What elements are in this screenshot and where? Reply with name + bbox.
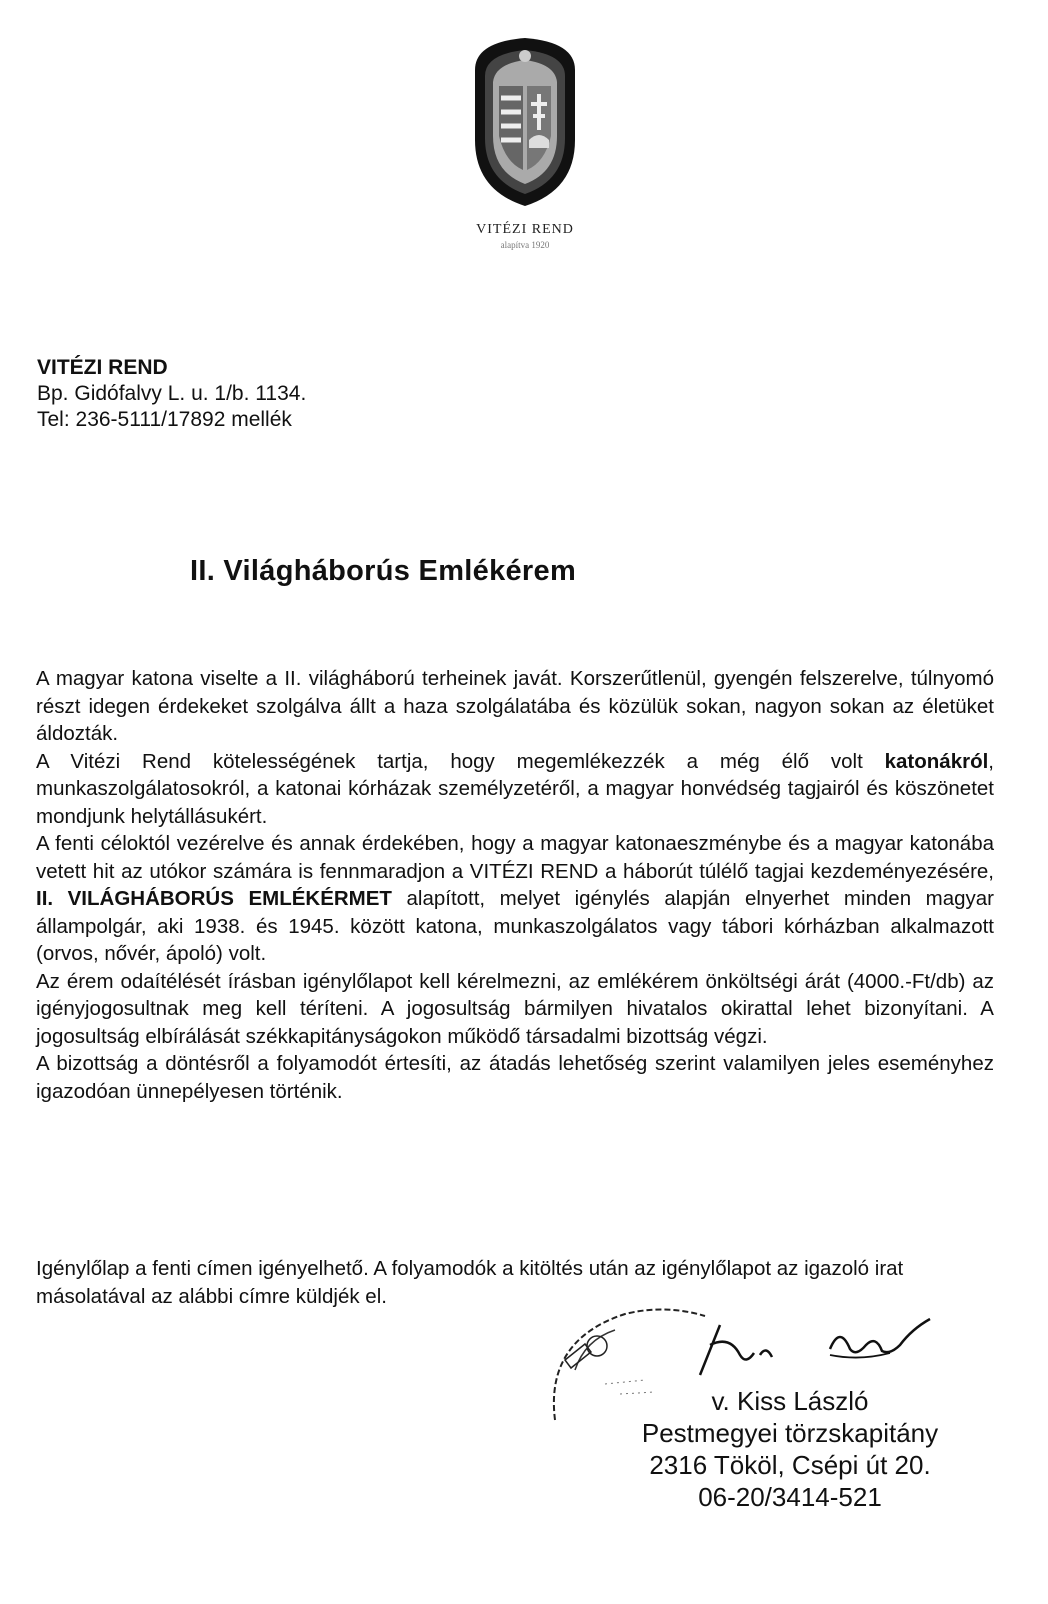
paragraph-2-text-b: , munkaszolgálatosokról, a katonai kórházak személyzetéről, a magyar honvédség tagjairól és köszönetet mondjunk helytállásukért. [36,749,994,828]
medal-name-bold: II. VILÁGHÁBORÚS EMLÉKÉRMET [36,887,392,910]
paragraph-2-bold: katonákról [884,749,989,773]
document-title: II. Világháborús Emlékérem [190,555,577,587]
request-paragraph [36,1255,994,1311]
signatory-name: v. Kiss László [711,1386,869,1416]
sender-block [37,355,306,433]
paragraph-5: A bizottság a döntésről a folyamodót értesíti, az átadás lehetőség szerint valamilyen jeles eseményhez igazodóan ünnepélyesen történik. [36,1052,994,1103]
sender-org: VITÉZI REND [37,356,168,379]
signatory-address: 2316 Tököl, Csépi út 20. [649,1450,931,1480]
request-text: Igénylőlap a fenti címen igényelhető. A folyamodók a kitöltés után az igénylőlapot az igazoló irat másolatával az alábbi címre küldjék el. [36,1257,904,1308]
signatory-block [610,1385,970,1513]
paragraph-3 [36,830,994,968]
paragraph-2 [36,748,994,831]
crest-subcaption: alapítva 1920 [500,240,550,250]
paragraph-1: A magyar katona viselte a II. világháború terheinek javát. Korszerűtlenül, gyengén felszerelve, túlnyomó részt idegen érdekeket szolgálva állt a haza szolgálatába és közülük sokan, nagyon sokan az életüket áldozták. [36,667,994,745]
coat-of-arms-icon [465,30,585,210]
paragraph-2-text-a: A Vitézi Rend kötelességének tartja, hogy megemlékezzék a még élő volt [36,749,885,773]
sender-phone: Tel: 236-5111/17892 mellék [37,408,292,431]
signatory-role: Pestmegyei törzskapitány [641,1418,939,1448]
sender-address: Bp. Gidófalvy L. u. 1/b. 1134. [37,382,307,405]
crest-caption: VITÉZI REND [476,222,574,237]
letter-body [36,665,994,1105]
paragraph-3-text-b: alapított, melyet igénylés alapján elnyerhet minden magyar állampolgár, aki 1938. és 1945. között katona, munkaszolgálatos vagy tábori kórházban alkalmazott (orvos, nővér, ápoló) volt. [36,887,994,965]
paragraph-4: Az érem odaítélését írásban igénylőlapot kell kérelmezni, az emlékérem önköltségi árát (4000.-Ft/db) az igényjogosultnak meg kell téríteni. A jogosultság bármilyen hivatalos okirattal lehet bizonyítani. A jogosultság elbírálását székkapitányságokon működő társadalmi bizottság végzi. [36,969,994,1048]
paragraph-3-text-a: A fenti céloktól vezérelve és annak érdekében, hogy a magyar katonaeszménybe és a magyar katonába vetett hit az utókor számára is fennmaradjon a VITÉZI REND a háborút túlélő tagjai kezdeményezésére, [36,832,994,883]
handwritten-signature-icon [680,1305,950,1385]
signatory-phone: 06-20/3414-521 [698,1482,882,1512]
